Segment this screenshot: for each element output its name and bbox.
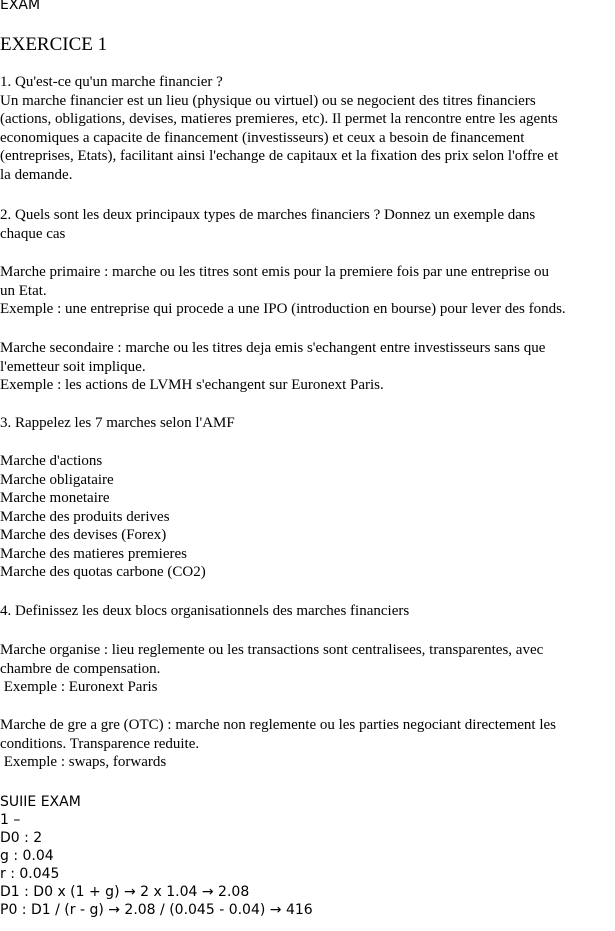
list-item: Marche des matieres premieres (0, 545, 187, 562)
primaire-line: un Etat. (0, 282, 47, 299)
primaire-line: Marche primaire : marche ou les titres sont emis pour la premiere fois par une entreprise ou (0, 264, 549, 280)
secondaire-line: Marche secondaire : marche ou les titres deja emis s'echangent entre investisseurs sans que (0, 340, 546, 356)
question-2-text: 2. Quels sont les deux principaux types de marches financiers ? Donnez un exemple dans (0, 207, 536, 223)
question-2-text: chaque cas (0, 225, 66, 242)
answer-1-line: Un marche financier est un lieu (physique ou virtuel) ou se negocient des titres financiers (0, 92, 536, 109)
calc-line: 1 – (0, 812, 21, 828)
list-item: Marche des quotas carbone (CO2) (0, 564, 206, 580)
answer-1-line: (actions, obligations, devises, matieres premieres, etc). Il permet la rencontre entre les agents (0, 111, 558, 127)
suite-exam-section (0, 793, 615, 919)
question-4-text: 4. Definissez les deux blocs organisationnels des marches financiers (0, 603, 410, 619)
marche-organise-block (0, 641, 615, 697)
list-item: Marche monetaire (0, 490, 110, 506)
otc-line: Exemple : swaps, forwards (0, 754, 167, 770)
list-item: Marche d'actions (0, 453, 103, 469)
list-item: Marche des produits derives (0, 508, 170, 525)
organise-line: Marche organise : lieu reglemente ou les transactions sont centralisees, transparentes, avec (0, 642, 544, 658)
primaire-line: Exemple : une entreprise qui procede a une IPO (introduction en bourse) pour lever des fonds. (0, 301, 566, 317)
calc-line: D1 : D0 x (1 + g) → 2 x 1.04 → 2.08 (0, 884, 250, 900)
calc-line: g : 0.04 (0, 848, 54, 864)
suite-exam-label: SUIIE EXAM (0, 794, 81, 810)
otc-line: conditions. Transparence reduite. (0, 735, 200, 752)
question-1 (0, 73, 615, 184)
answer-1-line: (entreprises, Etats), facilitant ainsi l'echange de capitaux et la fixation des prix selon l'offre et (0, 148, 559, 164)
question-1-text: 1. Qu'est-ce qu'un marche financier ? (0, 74, 223, 90)
question-3-text: 3. Rappelez les 7 marches selon l'AMF (0, 415, 235, 431)
question-4 (0, 602, 615, 621)
marche-primaire-block (0, 263, 615, 319)
exercise-title: EXERCICE 1 (0, 34, 108, 55)
exam-header-label: EXAM (0, 0, 41, 13)
answer-1-line: la demande. (0, 166, 73, 183)
secondaire-line: l'emetteur soit implique. (0, 358, 146, 375)
calc-line: r : 0.045 (0, 866, 60, 882)
amf-markets-list (0, 452, 615, 582)
otc-line: Marche de gre a gre (OTC) : marche non reglemente ou les parties negociant directement les (0, 717, 557, 733)
marche-secondaire-block (0, 339, 615, 395)
question-2 (0, 206, 615, 243)
list-item: Marche des devises (Forex) (0, 527, 167, 543)
list-item: Marche obligataire (0, 471, 114, 488)
marche-otc-block (0, 716, 615, 772)
organise-line: Exemple : Euronext Paris (0, 679, 158, 695)
organise-line: chambre de compensation. (0, 660, 161, 677)
answer-1-line: economiques a capacite de financement (investisseurs) et ceux a besoin de financement (0, 129, 525, 146)
calc-line: P0 : D1 / (r - g) → 2.08 / (0.045 - 0.04) → 416 (0, 902, 313, 918)
question-3 (0, 414, 615, 433)
secondaire-line: Exemple : les actions de LVMH s'echangent sur Euronext Paris. (0, 377, 384, 393)
calc-line: D0 : 2 (0, 830, 43, 846)
